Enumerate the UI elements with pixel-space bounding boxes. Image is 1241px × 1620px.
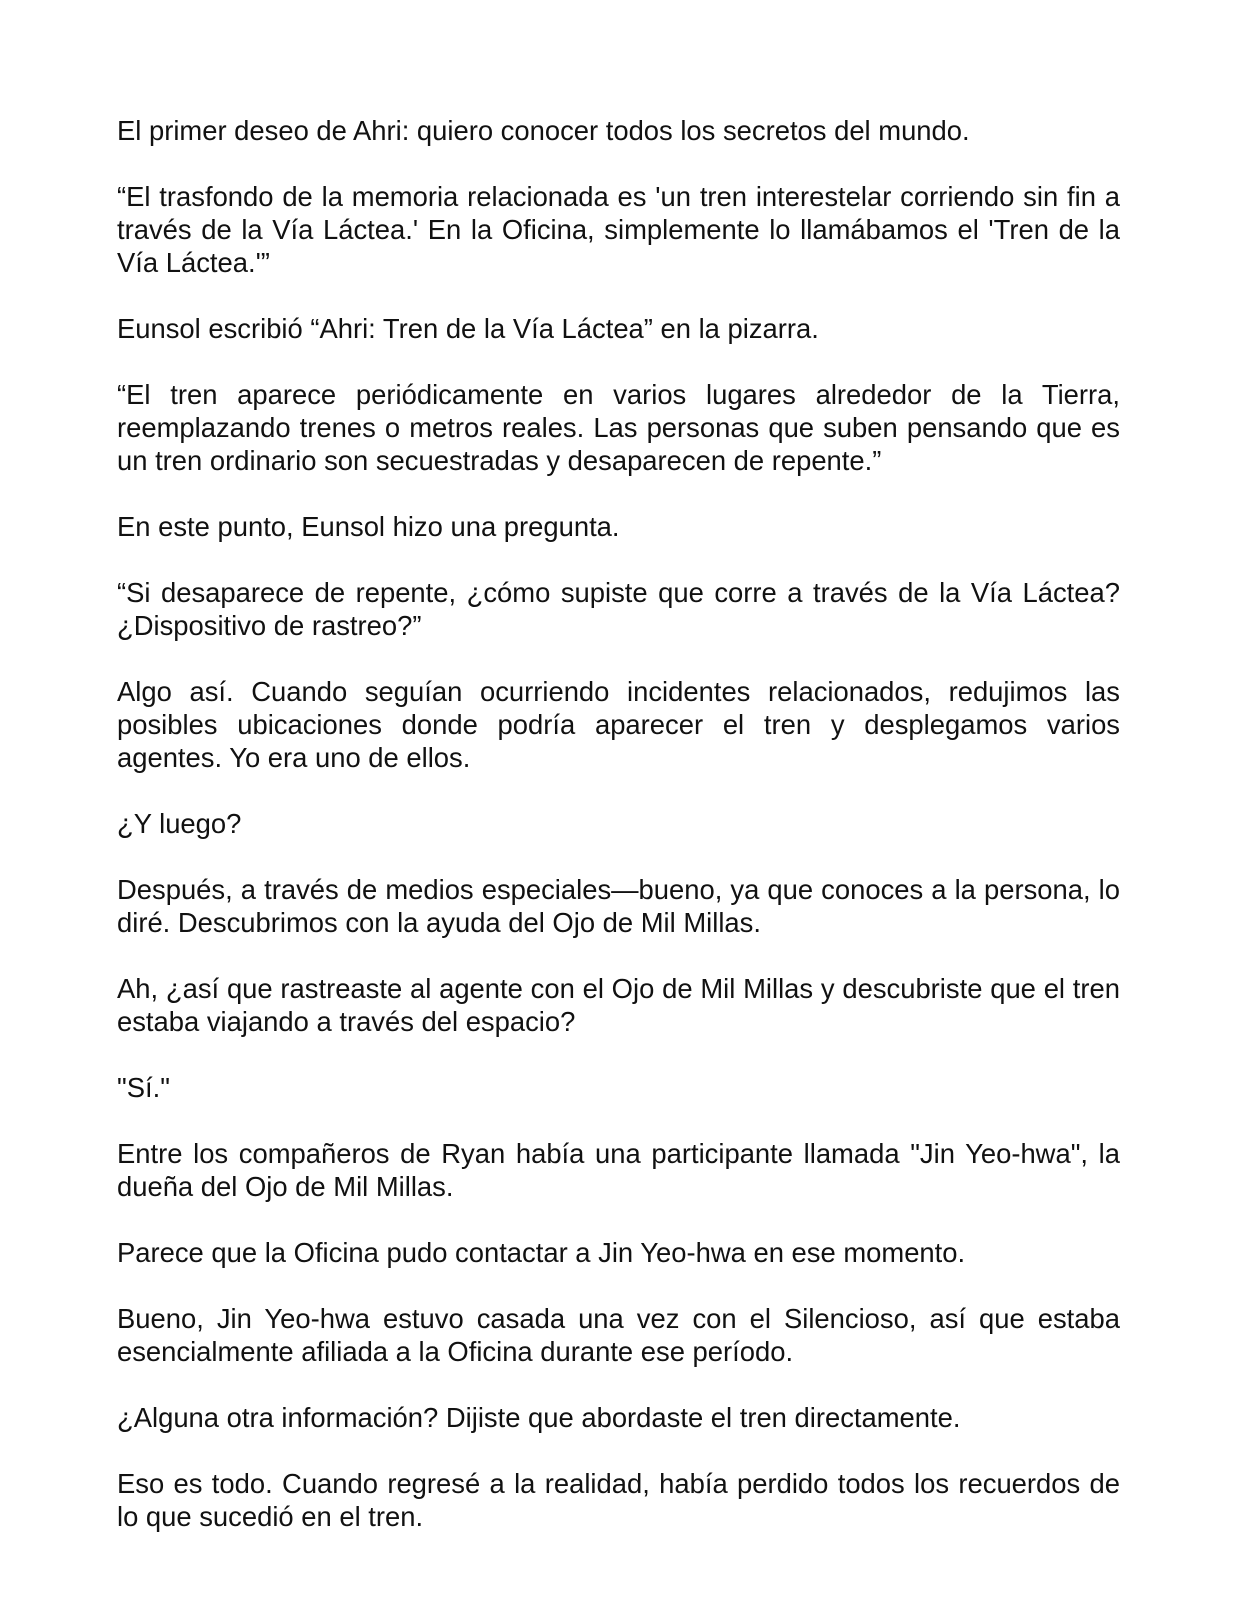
- paragraph-4: “El tren aparece periódicamente en varios lugares alrededor de la Tierra, reemplazando trenes o metros reales. Las personas que suben pensando que es un tren ordinario son secuestradas y desaparecen de repente.”: [117, 379, 1120, 476]
- paragraph-12: Entre los compañeros de Ryan había una participante llamada "Jin Yeo-hwa", la dueña del Ojo de Mil Millas.: [117, 1138, 1120, 1202]
- paragraph-6: “Si desaparece de repente, ¿cómo supiste que corre a través de la Vía Láctea? ¿Dispositivo de rastreo?”: [117, 577, 1120, 641]
- paragraph-14: Bueno, Jin Yeo-hwa estuvo casada una vez con el Silencioso, así que estaba esencialmente afiliada a la Oficina durante ese período.: [117, 1303, 1120, 1367]
- paragraph-16: Eso es todo. Cuando regresé a la realidad, había perdido todos los recuerdos de lo que sucedió en el tren.: [117, 1468, 1120, 1532]
- paragraph-5: En este punto, Eunsol hizo una pregunta.: [117, 511, 620, 542]
- document-body: [117, 114, 1120, 1566]
- paragraph-3: Eunsol escribió “Ahri: Tren de la Vía Láctea” en la pizarra.: [117, 313, 819, 344]
- paragraph-11: "Sí.": [117, 1072, 170, 1103]
- paragraph-15: ¿Alguna otra información? Dijiste que abordaste el tren directamente.: [117, 1402, 961, 1433]
- paragraph-8: ¿Y luego?: [117, 808, 242, 839]
- paragraph-9: Después, a través de medios especiales—bueno, ya que conoces a la persona, lo diré. Descubrimos con la ayuda del Ojo de Mil Millas.: [117, 874, 1120, 938]
- paragraph-2: “El trasfondo de la memoria relacionada es 'un tren interestelar corriendo sin fin a través de la Vía Láctea.' En la Oficina, simplemente lo llamábamos el 'Tren de la Vía Láctea.'”: [117, 181, 1120, 278]
- paragraph-7: Algo así. Cuando seguían ocurriendo incidentes relacionados, redujimos las posibles ubicaciones donde podría aparecer el tren y desplegamos varios agentes. Yo era uno de ellos.: [117, 676, 1120, 773]
- paragraph-10: Ah, ¿así que rastreaste al agente con el Ojo de Mil Millas y descubriste que el tren estaba viajando a través del espacio?: [117, 973, 1120, 1037]
- paragraph-13: Parece que la Oficina pudo contactar a Jin Yeo-hwa en ese momento.: [117, 1237, 966, 1268]
- paragraph-1: El primer deseo de Ahri: quiero conocer todos los secretos del mundo.: [117, 115, 970, 146]
